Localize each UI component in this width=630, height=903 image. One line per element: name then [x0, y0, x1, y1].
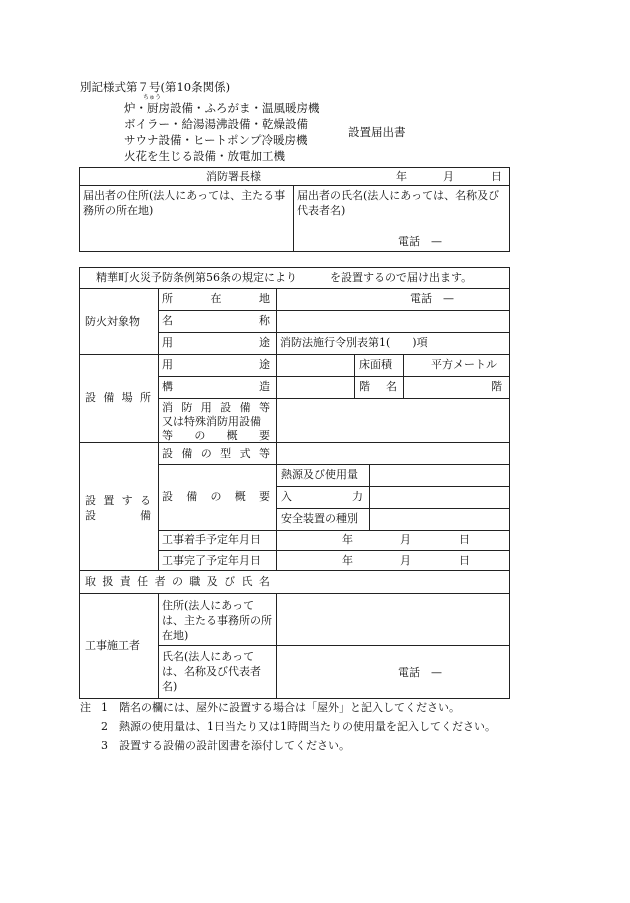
- target-label: 防火対象物: [85, 315, 140, 328]
- date-day: 日: [491, 170, 502, 183]
- fire-equipment-label-3: 等 の 概 要: [162, 429, 270, 442]
- input-label: 入 力: [281, 490, 363, 503]
- notes-prefix: 注: [80, 701, 91, 714]
- note-1-number: 1: [101, 701, 108, 714]
- note-2-number: 2: [101, 720, 108, 733]
- target-location-label: 所 在 地: [162, 292, 270, 305]
- equipment-label-1: 設 置 す る: [85, 494, 151, 507]
- start-date-label: 工事着手予定年月日: [162, 533, 261, 546]
- note-1: 階名の欄には、屋外に設置する場合は「屋外」と記入してください。: [119, 701, 460, 714]
- target-use-value: 消防法施行令別表第1( )項: [280, 336, 428, 349]
- heat-source-label: 熱源及び使用量: [281, 468, 358, 481]
- start-year: 年: [342, 533, 353, 546]
- floor-area-label: 床面積: [359, 358, 392, 371]
- floor-unit: 階: [491, 380, 502, 393]
- applicant-name-label: 届出者の氏名(法人にあっては、名称及び代表者名): [297, 189, 500, 217]
- note-3-number: 3: [101, 739, 108, 752]
- equipment-model-label: 設 備 の 型 式 等: [162, 447, 270, 460]
- target-use-label: 用 途: [162, 336, 270, 349]
- start-day: 日: [459, 533, 470, 546]
- safety-device-label: 安全装置の種別: [281, 512, 358, 525]
- end-date-label: 工事完了予定年月日: [162, 554, 261, 567]
- note-2: 熱源の使用量は、1日当たり又は1時間当たりの使用量を記入してください。: [119, 720, 496, 733]
- equipment-overview-label: 設 備 の 概 要: [162, 490, 270, 503]
- applicant-address-label: 届出者の住所(法人にあっては、主たる事務所の所在地): [83, 189, 286, 217]
- place-use-label: 用 途: [162, 358, 270, 371]
- statement: 精華町火災予防条例第56条の規定により を設置するので届け出ます。: [96, 271, 473, 284]
- target-name-label: 名 称: [162, 314, 270, 327]
- end-year: 年: [342, 554, 353, 567]
- fire-equipment-label-1: 消 防 用 設 備 等: [162, 401, 270, 414]
- note-3: 設置する設備の設計図書を添付してください。: [119, 739, 350, 752]
- addressee-label: 消防署長様: [206, 170, 261, 183]
- contractor-address-label: 住所(法人にあっては、主たる事務所の所在地): [162, 599, 272, 642]
- fire-equipment-label-2: 又は特殊消防用設備: [162, 415, 261, 428]
- applicant-phone-label: 電話 —: [398, 235, 442, 248]
- date-month: 月: [443, 170, 454, 183]
- date-year: 年: [396, 170, 407, 183]
- title-ruby: ちゅう: [143, 94, 162, 101]
- title-line-3: サウナ設備・ヒートポンプ冷暖房機: [124, 133, 308, 147]
- equipment-label-2: 設 備: [85, 509, 151, 522]
- target-phone-label: 電話 —: [410, 292, 454, 305]
- title-line-1: 炉・厨房設備・ふろがま・温風暖房機: [124, 101, 320, 115]
- form-reference: 別記様式第７号(第10条関係): [80, 80, 231, 94]
- title-suffix: 設置届出書: [348, 125, 406, 139]
- title-line-2: ボイラー・給湯湯沸設備・乾燥設備: [124, 117, 308, 131]
- place-structure-label: 構 造: [162, 380, 270, 393]
- end-month: 月: [400, 554, 411, 567]
- start-month: 月: [400, 533, 411, 546]
- sqm-unit: 平方メートル: [431, 358, 497, 371]
- contractor-label: 工事施工者: [85, 639, 140, 652]
- contractor-phone-label: 電話 —: [398, 666, 442, 679]
- place-label: 設 備 場 所: [85, 391, 151, 404]
- contractor-name-label: 氏名(法人にあっては、名称及び代表者名): [162, 650, 261, 693]
- manager-label: 取 扱 責 任 者 の 職 及 び 氏 名: [85, 575, 270, 588]
- floor-name-label: 階 名: [359, 380, 397, 393]
- title-line-4: 火花を生じる設備・放電加工機: [124, 149, 285, 163]
- end-day: 日: [459, 554, 470, 567]
